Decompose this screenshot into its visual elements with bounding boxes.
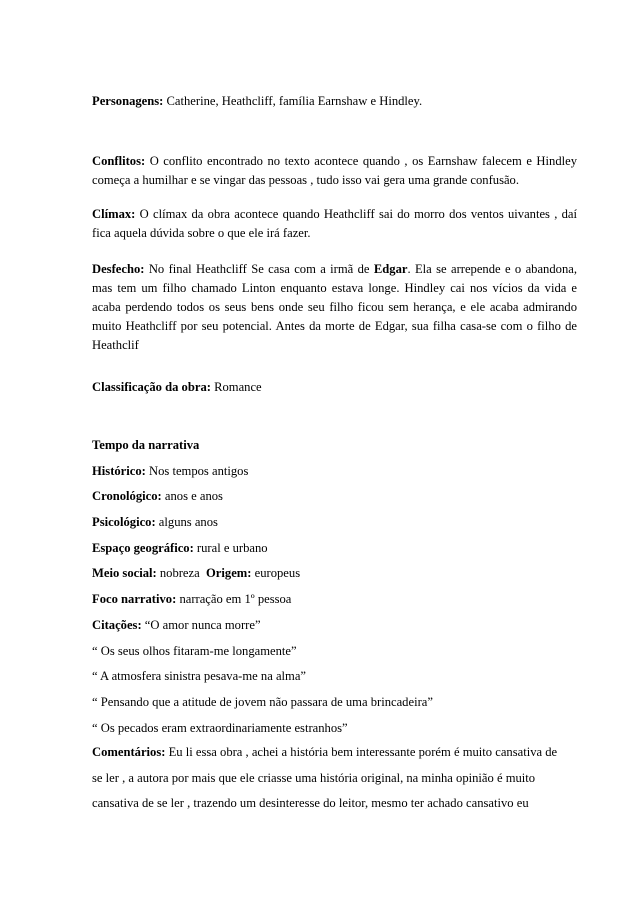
citacao-first: “O amor nunca morre” (141, 617, 261, 632)
foco-line (92, 591, 577, 607)
espaco-text: rural e urbano (193, 540, 268, 555)
cronologico-line (92, 488, 577, 504)
comentarios-line-1 (92, 740, 577, 766)
conflitos-text: O conflito encontrado no texto acontece quando , os Earnshaw falecem e Hindley começa a humilhar e se vingar das pessoas , tudo isso vai gera uma grande confusão. (92, 154, 577, 187)
desfecho-label: Desfecho: (92, 262, 145, 276)
historico-line (92, 463, 577, 479)
cronologico-label: Cronológico: (92, 489, 162, 504)
citacao-item: “ Os pecados eram extraordinariamente estranhos” (92, 720, 348, 735)
classificacao-label: Classificação da obra: (92, 380, 211, 394)
comentarios-line-2: se ler , a autora por mais que ele criasse uma história original, na minha opinião é muito (92, 770, 536, 785)
origem-label: Origem: (206, 566, 252, 581)
classificacao-paragraph (92, 378, 262, 397)
personagens-paragraph (92, 92, 422, 111)
personagens-label: Personagens: (92, 94, 164, 108)
climax-paragraph (92, 205, 577, 243)
desfecho-text-before: No final Heathcliff Se casa com a irmã de (144, 262, 374, 276)
espaco-label: Espaço geográfico: (92, 540, 194, 555)
cronologico-text: anos e anos (161, 489, 223, 504)
historico-label: Histórico: (92, 463, 146, 478)
historico-text: Nos tempos antigos (145, 463, 249, 478)
climax-label: Clímax: (92, 207, 136, 221)
citacoes-label: Citações: (92, 617, 142, 632)
foco-text: narração em 1º pessoa (176, 592, 292, 607)
tempo-narrativa-heading: Tempo da narrativa (92, 438, 200, 452)
psicologico-label: Psicológico: (92, 515, 156, 530)
desfecho-bold-name: Edgar (373, 262, 408, 276)
foco-label: Foco narrativo: (92, 592, 177, 607)
psicologico-text: alguns anos (155, 515, 218, 530)
comentarios-line-3: cansativa de se ler , trazendo um desinteresse do leitor, mesmo ter achado cansativo eu (92, 796, 529, 810)
citacao-item: “ A atmosfera sinistra pesava-me na alma” (92, 669, 307, 684)
meio-social-line (92, 565, 577, 581)
citacao-item: “ Pensando que a atitude de jovem não passara de uma brincadeira” (92, 694, 433, 709)
comentarios-section (92, 740, 577, 817)
espaco-line (92, 540, 577, 556)
origem-text: europeus (251, 566, 301, 581)
desfecho-paragraph (92, 260, 577, 355)
personagens-text: Catherine, Heathcliff, família Earnshaw e Hindley. (163, 94, 423, 108)
citacao-item: “ Os seus olhos fitaram-me longamente” (92, 643, 297, 658)
classificacao-text: Romance (210, 380, 262, 394)
desfecho-text-after: . Ela se arrepende e o abandona, mas tem um filho chamado Linton enquanto estava longe. Hindley cai nos vícios da vida e acaba perdendo todos os seus bens onde seu filho ficou sem herança, e ele acaba admirando muito Heathcliff por seu potencial. Antes da morte de Edgar, sua filha casa-se com o filho de Heathclif (92, 262, 577, 352)
climax-text: O clímax da obra acontece quando Heathcliff sai do morro dos ventos uivantes , daí fica aquela dúvida sobre o que ele irá fazer. (92, 207, 577, 240)
details-list (92, 437, 577, 745)
comentarios-text-1: Eu li essa obra , achei a história bem interessante porém é muito cansativa de (165, 745, 558, 759)
meio-social-label: Meio social: (92, 566, 157, 581)
meio-social-text: nobreza (156, 566, 207, 581)
citacoes-line (92, 617, 577, 633)
conflitos-label: Conflitos: (92, 154, 146, 168)
comentarios-label: Comentários: (92, 745, 166, 759)
psicologico-line (92, 514, 577, 530)
conflitos-paragraph (92, 152, 577, 190)
